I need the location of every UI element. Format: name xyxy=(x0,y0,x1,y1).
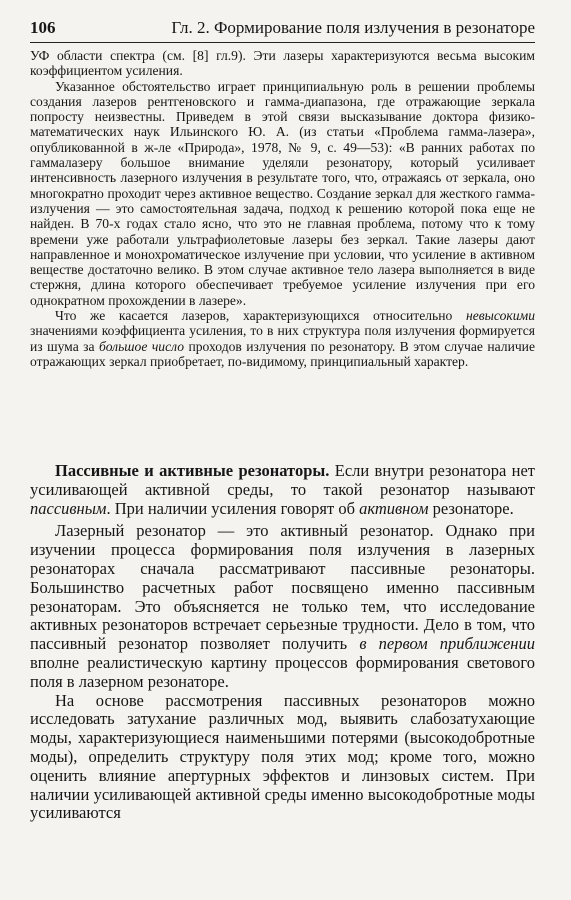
emphasis-passive: пассивным xyxy=(30,498,107,518)
text-run: вполне реалистическую картину процессов формирования светового поля в лазерном резонаторе. xyxy=(30,652,535,691)
paragraph-passive-basis: На основе рассмотрения пассивных резонаторов можно исследовать затухание различных мод, выявить слабозатухающие моды, характеризующиеся наименьшими потерями (высокодобротные моды), определить структуру поля этих мод; кроме того, можно оценить влияние апертурных эффектов и линзовых систем. При наличии усиливающей активной среды именно высокодобротные моды усиливаются xyxy=(30,690,535,823)
paragraph-passive-active xyxy=(30,462,535,518)
emphasis-first-approximation: в первом приближении xyxy=(359,634,535,654)
emphasis-active: активном xyxy=(359,498,429,518)
paragraph-gamma-laser-quote: Указанное обстоятельство играет принципиальную роль в решении проблемы создания лазеров рентгеновского и гамма-диапазона, где отражающие зеркала попросту неизвестны. Приведем в этой связи высказывание доктора физико-математических наук Ильинского Ю. А. (из статьи «Проблема гамма-лазера», опубликованной в ж-ле «Природа», 1978, № 9, с. 49—53): «В ранних работах по гаммалазеру большое внимание уделяли резонатору, который усиливает интенсивность лазерного излучения в результате того, что, отражаясь от зеркала, оно многократно проходит через активное вещество. Создание зеркал для жесткого гамма-излучения — это самостоятельная задача, подход к решению которой пока еще не найден. В 70-х годах стало ясно, что это не главная проблема, потому что к тому времени уже работали ультрафиолетовые лазеры без зеркал. Такие лазеры дают направленное и монохроматическое излучение при условии, что усиление в активном веществе достаточно велико. В этом случае активное тело лазера выполняется в виде стержня, длина которого обеспечивает требуемое усиление излучения при его однократном прохождении в лазере». xyxy=(30,78,535,308)
emphasis-low: невысокими xyxy=(465,308,535,324)
text-run: проходов излучения по резонатору. В этом случае наличие отражающих зеркал приобретает, по-видимому, принципиальный характер. xyxy=(30,338,535,369)
page-header xyxy=(30,14,535,43)
emphasis-many-passes: большое число xyxy=(99,338,185,354)
paragraph-low-gain-lasers xyxy=(30,308,535,369)
text-run: резонаторе. xyxy=(428,498,514,518)
text-run: значениями коэффициента усиления, то в них структура поля излучения формируется из шума за xyxy=(30,323,535,354)
page-number: 106 xyxy=(30,18,56,37)
paragraph-laser-resonator xyxy=(30,522,535,691)
running-head: Гл. 2. Формирование поля излучения в резонаторе xyxy=(171,18,535,37)
text-run: . При наличии усиления говорят об xyxy=(106,498,360,518)
text-run: Если внутри резонатора нет усиливающей активной среды, то такой резонатор называют xyxy=(30,461,535,499)
text-run: Что же касается лазеров, характеризующихся относительно xyxy=(55,308,466,324)
main-text-block xyxy=(30,462,535,823)
section-heading: Пассивные и активные резонаторы. xyxy=(55,461,330,480)
paragraph-continued: УФ области спектра (см. [8] гл.9). Эти лазеры характеризуются весьма высоким коэффициентом усиления. xyxy=(30,48,535,79)
text-run: Лазерный резонатор — это активный резонатор. Однако при изучении процесса формирования поля излучения в лазерных резонаторах сначала рассматривают пассивные резонаторы. Большинство расчетных работ посвящено именно пассивным резонаторам. Это объясняется не только тем, что исследование активных резонаторов встречает серьезные трудности. Дело в том, что пассивный резонатор позволяет получить xyxy=(30,521,535,654)
small-print-block xyxy=(30,48,535,369)
